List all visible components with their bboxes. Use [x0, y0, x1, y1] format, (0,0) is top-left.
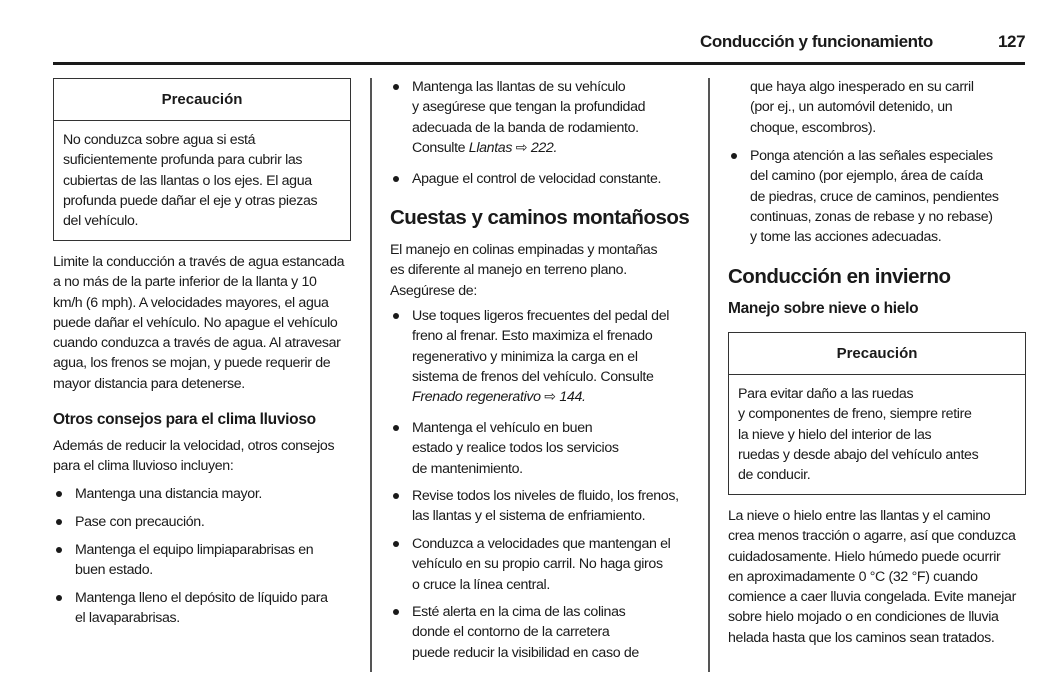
arrow-reference-icon: ⇨ [540, 389, 556, 406]
caution-box [53, 78, 351, 241]
cross-reference-link[interactable]: Llantas [468, 139, 513, 156]
caution-body: No conduzca sobre agua si está suficientemente profunda para cubrir las cubiertas de las llantas o los ejes. El agua profunda puede dañar el eje y otras piezas del vehículo. [63, 132, 318, 230]
caution-title: Precaución [729, 333, 1025, 375]
paragraph: Limite la conducción a través de agua estancada a no más de la parte inferior de la llanta y 10 km/h (6 mph). A velocidades mayores, el agua puede dañar el vehículo. No apague el vehículo cuando conduzca a través de agua. Al atravesar agua, los frenos se mojan, y puede requerir de mayor distancia para detenerse. [53, 254, 345, 392]
list-item: Ponga atención a las señales especiales del camino (por ejemplo, área de caída de piedras, cruce de caminos, pendientes continuas, zonas de rebase y no rebase) y tome las acciones adecuadas. [728, 146, 999, 247]
caution-box [728, 332, 1026, 495]
arrow-reference-icon: ⇨ [512, 139, 528, 156]
caution-title: Precaución [54, 79, 350, 121]
section-subheading: Manejo sobre nieve o hielo [728, 300, 919, 317]
list-item: Apague el control de velocidad constante. [390, 169, 661, 189]
list-item: Conduzca a velocidades que mantengan el vehículo en su propio carril. No haga giros o cruce la línea central. [390, 534, 670, 595]
list-item-text: Consulte [412, 139, 469, 156]
running-header-section: Conducción y funcionamiento [700, 32, 933, 51]
column-divider [370, 78, 372, 672]
reference-page: 222. [527, 139, 558, 156]
section-heading: Conducción en invierno [728, 265, 951, 288]
header-rule [53, 62, 1025, 65]
reference-page: 144. [555, 389, 586, 406]
list-item-continuation: que haya algo inesperado en su carril (por ej., un automóvil detenido, un choque, escombros). [750, 79, 974, 136]
list-item-text: Use toques ligeros frecuentes del pedal del freno al frenar. Esto maximiza el frenado regenerativo y minimiza la carga en el sistema de frenos del vehículo. Consulte [412, 308, 670, 385]
list-item: Mantenga una distancia mayor. [53, 484, 262, 504]
paragraph: La nieve o hielo entre las llantas y el camino crea menos tracción o agarre, así que conduzca cuidadosamente. Hielo húmedo puede ocurrir en aproximadamente 0 °C (32 °F) cuando comience a caer lluvia congelada. Evite manejar sobre hielo mojado o en condiciones de lluvia helada hasta que los caminos sean tratados. [728, 508, 1016, 646]
caution-body: Para evitar daño a las ruedas y componentes de freno, siempre retire la nieve y hielo del interior de las ruedas y desde abajo del vehículo antes de conducir. [738, 386, 979, 484]
list-item [390, 306, 669, 407]
section-heading: Cuestas y caminos montañosos [390, 206, 690, 229]
column-divider [708, 78, 710, 672]
list-item: Pase con precaución. [53, 512, 204, 532]
page-number: 127 [998, 32, 1026, 51]
cross-reference-link[interactable]: Frenado regenerativo [412, 389, 541, 406]
list-item: Mantenga lleno el depósito de líquido para el lavaparabrisas. [53, 588, 328, 629]
list-item: Mantenga el equipo limpiaparabrisas en buen estado. [53, 540, 313, 581]
section-subheading: Otros consejos para el clima lluvioso [53, 411, 316, 428]
list-item-text: Mantenga las llantas de su vehículo y asegúrese que tengan la profundidad adecuada de la banda de rodamiento. [412, 79, 646, 136]
paragraph: El manejo en colinas empinadas y montañas es diferente al manejo en terreno plano. Asegúrese de: [390, 242, 658, 299]
list-item: Revise todos los niveles de fluido, los frenos, las llantas y el sistema de enfriamiento. [390, 486, 679, 527]
paragraph: Además de reducir la velocidad, otros consejos para el clima lluvioso incluyen: [53, 438, 335, 475]
list-item: Esté alerta en la cima de las colinas donde el contorno de la carretera puede reducir la visibilidad en caso de [390, 602, 639, 663]
list-item: Mantenga el vehículo en buen estado y realice todos los servicios de mantenimiento. [390, 418, 619, 479]
list-item [390, 77, 645, 158]
